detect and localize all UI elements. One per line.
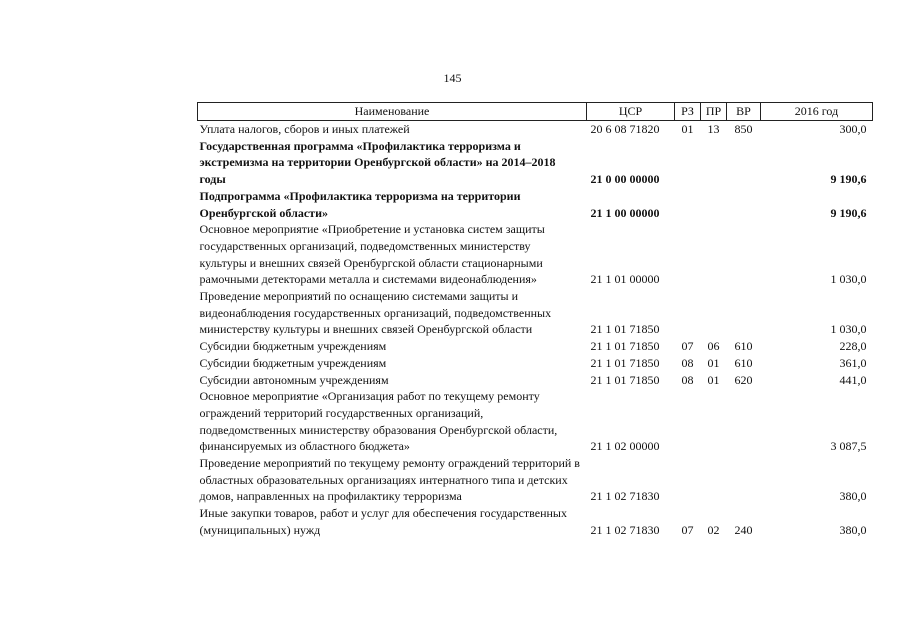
- cell-name: Государственная программа «Профилактика терроризма и экстремизма на территории Оренбургской области» на 2014–2018 годы: [199, 138, 556, 187]
- cell-csr: 21 1 02 71830: [590, 522, 660, 537]
- cell-pr: 13: [707, 122, 720, 136]
- cell-sum: 1 030,0: [830, 272, 867, 287]
- table-header-row: [198, 103, 873, 121]
- table-row: [198, 455, 873, 505]
- cell-name: Субсидии бюджетным учреждениям: [199, 355, 387, 370]
- cell-vr: [727, 188, 761, 221]
- table-row: [198, 188, 873, 221]
- cell-vr: 620: [734, 372, 753, 387]
- header-name: Наименование: [198, 103, 587, 121]
- cell-rz: [675, 138, 701, 188]
- cell-pr: 01: [707, 355, 720, 370]
- cell-pr: [701, 221, 727, 288]
- header-csr: ЦСР: [587, 103, 675, 121]
- table-row: [198, 505, 873, 538]
- cell-pr: 01: [707, 372, 720, 387]
- cell-csr: 21 1 00 00000: [590, 205, 660, 220]
- cell-sum: 9 190,6: [830, 205, 867, 220]
- table-row: [198, 388, 873, 455]
- cell-name: Проведение мероприятий по оснащению системами защиты и видеонаблюдения государственных организаций, подведомственных министерству культуры и внешних связей Оренбургской области: [199, 289, 552, 337]
- table-row: [198, 338, 873, 355]
- cell-vr: [727, 138, 761, 188]
- cell-rz: 07: [681, 522, 694, 537]
- header-pr: ПР: [701, 103, 727, 121]
- cell-vr: [727, 288, 761, 338]
- table-row: [198, 372, 873, 389]
- cell-sum: 441,0: [839, 372, 867, 387]
- cell-csr: 21 1 02 00000: [590, 439, 660, 454]
- cell-pr: [701, 388, 727, 455]
- cell-rz: 08: [681, 355, 694, 370]
- cell-sum: 1 030,0: [830, 322, 867, 337]
- header-vr: ВР: [727, 103, 761, 121]
- cell-name: Субсидии бюджетным учреждениям: [199, 339, 387, 354]
- cell-rz: 01: [681, 122, 694, 136]
- cell-vr: [727, 388, 761, 455]
- cell-csr: 21 1 02 71830: [590, 489, 660, 504]
- cell-pr: [701, 455, 727, 505]
- cell-sum: 3 087,5: [830, 439, 867, 454]
- cell-name: Проведение мероприятий по текущему ремонту ограждений территорий в областных образовательных организациях интернатного типа и детских домов, направленных на профилактику терроризма: [199, 456, 580, 504]
- cell-csr: 20 6 08 71820: [590, 122, 660, 136]
- cell-rz: [675, 388, 701, 455]
- cell-sum: 380,0: [839, 522, 867, 537]
- table-row: [198, 138, 873, 188]
- cell-sum: 9 190,6: [830, 172, 867, 187]
- cell-pr: [701, 288, 727, 338]
- cell-rz: [675, 455, 701, 505]
- cell-name: Субсидии автономным учреждениям: [199, 372, 389, 387]
- table-row: [198, 355, 873, 372]
- cell-pr: 02: [707, 522, 720, 537]
- cell-pr: [701, 188, 727, 221]
- cell-vr: 240: [734, 522, 753, 537]
- cell-vr: 610: [734, 355, 753, 370]
- cell-vr: 610: [734, 339, 753, 354]
- table-row: [198, 221, 873, 288]
- table-row: [198, 288, 873, 338]
- cell-sum: 361,0: [839, 355, 867, 370]
- cell-rz: 08: [681, 372, 694, 387]
- cell-vr: [727, 455, 761, 505]
- budget-table: [197, 102, 873, 539]
- header-rz: РЗ: [675, 103, 701, 121]
- cell-pr: [701, 138, 727, 188]
- header-sum: 2016 год: [761, 103, 873, 121]
- table-row: [198, 121, 873, 138]
- cell-pr: 06: [707, 339, 720, 354]
- cell-vr: [727, 221, 761, 288]
- cell-rz: [675, 188, 701, 221]
- cell-csr: 21 1 01 00000: [590, 272, 660, 287]
- cell-rz: [675, 221, 701, 288]
- cell-name: Уплата налогов, сборов и иных платежей: [199, 122, 410, 136]
- cell-csr: 21 1 01 71850: [590, 372, 660, 387]
- cell-vr: 850: [734, 122, 753, 136]
- cell-sum: 380,0: [839, 489, 867, 504]
- cell-name: Иные закупки товаров, работ и услуг для обеспечения государственных (муниципальных) нужд: [199, 506, 567, 537]
- cell-name: Основное мероприятие «Приобретение и установка систем защиты государственных организаций, подведомственных министерству культуры и внешних связей Оренбургской области стационарными рамочными детекторами металла и системами видеонаблюдения»: [199, 222, 545, 287]
- cell-sum: 228,0: [839, 339, 867, 354]
- cell-name: Подпрограмма «Профилактика терроризма на территории Оренбургской области»: [199, 188, 521, 220]
- page-number: 145: [443, 71, 462, 85]
- cell-csr: 21 1 01 71850: [590, 355, 660, 370]
- cell-csr: 21 1 01 71850: [590, 322, 660, 337]
- cell-name: Основное мероприятие «Организация работ по текущему ремонту ограждений территорий государственных организаций, подведомственных министерству образования Оренбургской области, финансируемых из областного бюджета»: [199, 389, 558, 454]
- cell-rz: [675, 288, 701, 338]
- cell-rz: 07: [681, 339, 694, 354]
- cell-csr: 21 1 01 71850: [590, 339, 660, 354]
- cell-csr: 21 0 00 00000: [590, 172, 660, 187]
- cell-sum: 300,0: [839, 122, 867, 136]
